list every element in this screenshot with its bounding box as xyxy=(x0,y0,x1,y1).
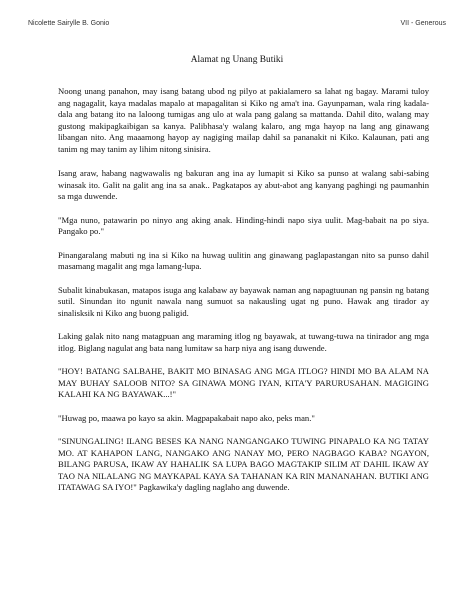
story-body xyxy=(58,86,429,506)
paragraph-2: Isang araw, habang nagwawalis ng bakuran ang ina ay lumapit si Kiko sa punso at walang sabi-sabing winasak ito. Galit na galit ang ina sa anak.. Pagkatapos ay abut-abot ang kanyang paghingi ng paumanhin sa mga duwende. xyxy=(58,168,429,201)
story-title: Alamat ng Unang Butiki xyxy=(190,55,284,65)
paragraph-3: "Mga nuno, patawarin po ninyo ang aking anak. Hinding-hindi napo siya uulit. Mag-babait na po siya. Pangako po." xyxy=(58,214,429,236)
paragraph-9: "SINUNGALING! ILANG BESES KA NANG NANGANGAKO TUWING PINAPALO KA NG TATAY MO. AT KAHAPON LANG, NANGAKO ANG NANAY MO, PERO NAGBAGO KABA? NGAYON, BILANG PARUSA, IKAW AY HAHALIK SA LUPA BAGO MAGTAKIP SILIM AT DAHIL IKAW AY TAO NA NILALANG NG MAYKAPAL KAYA SA TAHANAN KA RIN MANANAHAN. BUTIKI ANG ITATAWAG SA IYO!" Pagkawika'y dagling naglaho ang duwende. xyxy=(58,436,429,492)
page-header xyxy=(28,20,446,27)
paragraph-1: Noong unang panahon, may isang batang ubod ng pilyo at pakialamero sa lahat ng bagay. Marami tuloy ang nagagalit, kaya madalas mapalo at mapagalitan si Kiko ng ama't ina. Gayunpaman, wala ring kadala-dala ang batang ito na laloong tumigas ang ulo at wala pang galang sa mattanda. Dahil dito, walang may gustong makipagkaibigan sa kanya. Palibhasa'y walang kalaro, ang mga hayop na lang ang ginawang libangan nito. Ang maaamong hayop ay nagiging mailap dahil sa pananakit ni Kiko. Kalaunan, pati ang tanim ng may tanim ay lihim nitong sinisira. xyxy=(58,86,429,154)
paragraph-5: Subalit kinabukasan, matapos isuga ang kalabaw ay bayawak naman ang napagtuunan ng pansin ng batang sutil. Sinundan ito ngunit nawala nang sumuot sa nakausling ugat ng puno. Hawak ang tirador ay sinalisksik ni Kiko ang buong paligid. xyxy=(58,284,429,318)
paragraph-6: Laking galak nito nang matagpuan ang maraming itlog ng bayawak, at tuwang-tuwa na tinirador ang mga itlog. Biglang nagulat ang bata nang lumitaw sa harp niya ang isang duwende. xyxy=(58,331,429,353)
paragraph-7: "HOY! BATANG SALBAHE, BAKIT MO BINASAG ANG MGA ITLOG? HINDI MO BA ALAM NA MAY BUHAY SALOOB NITO? SA GINAWA MONG IYAN, KITA'Y PARURUSAHAN. MAGIGING KALAHI KA NG BAYAWAK...!" xyxy=(58,366,429,399)
author-name: Nicolette Sairylle B. Gonio xyxy=(28,20,110,27)
class-section: VII - Generous xyxy=(400,20,446,27)
paragraph-4: Pinangaralang mabuti ng ina si Kiko na huwag uulitin ang ginawang paglapastangan nito sa punso dahil masamang magalit ang mga lamang-lupa. xyxy=(58,249,429,271)
paragraph-8: "Huwag po, maawa po kayo sa akin. Magpapakabait napo ako, peks man." xyxy=(58,412,315,423)
